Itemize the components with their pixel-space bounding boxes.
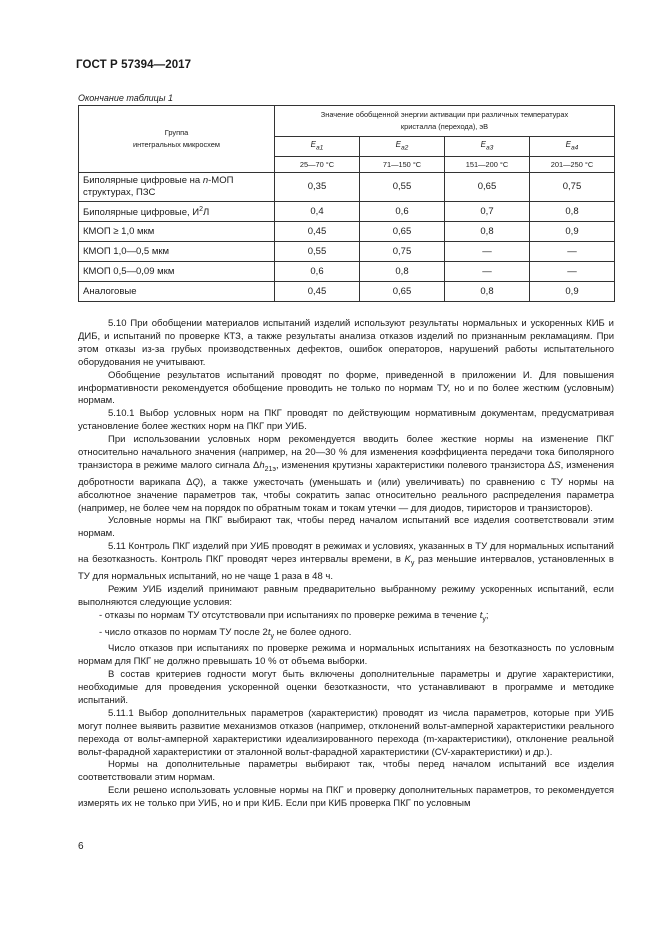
paragraph: 5.10 При обобщении материалов испытаний изделий используют результаты нормальных и ускоренных КИБ и ДИБ, и испытаний по проверке КТЗ, а также результаты анализа отказов изделий по признанным рекламациям. При этом отказы из-за грубых производственных дефектов, ошибок операторов, нарушений работы испытательного оборудования не учитывают. bbox=[78, 318, 614, 368]
cell-value: 0,6 bbox=[360, 202, 445, 222]
table-row bbox=[79, 173, 615, 202]
cell-value: 0,9 bbox=[530, 222, 615, 242]
cell-value: 0,6 bbox=[275, 262, 360, 282]
row-label: Биполярные цифровые на n-МОП структурах, ПЗС bbox=[79, 173, 275, 202]
paragraph: Нормы на дополнительные параметры выбирают так, чтобы перед началом испытаний все изделия соответствовали этим нормам. bbox=[78, 759, 614, 784]
paragraph: Условные нормы на ПКГ выбирают так, чтобы перед началом испытаний все изделия соответствовали этим нормам. bbox=[78, 515, 614, 540]
row-label: КМОП 0,5—0,09 мкм bbox=[79, 262, 275, 282]
row-label: Аналоговые bbox=[79, 282, 275, 302]
paragraph: 5.10.1 Выбор условных норм на ПКГ проводят по действующим нормативным документам, предусматривая установление более жестких норм на ПКГ при УИБ. bbox=[78, 408, 614, 433]
range-2: 71—150 °С bbox=[360, 157, 445, 173]
cell-value: 0,65 bbox=[445, 173, 530, 202]
group-header-line-2: интегральных микросхем bbox=[132, 140, 220, 149]
page-number: 6 bbox=[78, 841, 84, 852]
energy-column-header bbox=[275, 106, 615, 137]
cell-value: 0,7 bbox=[445, 202, 530, 222]
cell-value: 0,65 bbox=[360, 222, 445, 242]
paragraph: Обобщение результатов испытаний проводят по форме, приведенной в приложении И. Для повышения информативности рекомендуется обобщение проводить не только по нормам ТУ, но и по более жестким (условным) нормам. bbox=[78, 369, 614, 407]
symbol-ea4: $E_{a4}$ bbox=[530, 137, 615, 157]
document-header: ГОСТ Р 57394—2017 bbox=[76, 59, 192, 71]
row-label: КМОП 1,0—0,5 мкм bbox=[79, 242, 275, 262]
energy-header-line-2: кристалла (перехода), эВ bbox=[400, 122, 489, 131]
table-row bbox=[79, 222, 615, 242]
body-text bbox=[78, 318, 614, 811]
cell-value: 0,8 bbox=[360, 262, 445, 282]
row-label: Биполярные цифровые, $И^2Л$ bbox=[79, 202, 275, 222]
group-column-header bbox=[79, 106, 275, 173]
list-item: - отказы по нормам ТУ отсутствовали при испытаниях по проверке режима в течение $t_у$; bbox=[99, 609, 489, 623]
energy-header-line-1: Значение обобщенной энергии активации при различных температурах bbox=[320, 110, 569, 119]
table-caption: Окончание таблицы 1 bbox=[78, 93, 173, 103]
list-item: - число отказов по нормам ТУ после $2t_у$ не более одного. bbox=[99, 626, 352, 640]
cell-value: 0,8 bbox=[445, 222, 530, 242]
table-row bbox=[79, 262, 615, 282]
cell-value: 0,75 bbox=[360, 242, 445, 262]
range-4: 201—250 °С bbox=[530, 157, 615, 173]
cell-value: 0,55 bbox=[360, 173, 445, 202]
paragraph: Если решено использовать условные нормы на ПКГ и проверку дополнительных параметров, то рекомендуется измерять их не только при УИБ, но и при КИБ. Если при КИБ проверка ПКГ по условным bbox=[78, 785, 614, 810]
group-header-line-1: Группа bbox=[164, 128, 189, 137]
table-row bbox=[79, 282, 615, 302]
cell-value: 0,35 bbox=[275, 173, 360, 202]
symbol-ea2: $E_{a2}$ bbox=[360, 137, 445, 157]
paragraph: 5.11.1 Выбор дополнительных параметров (характеристик) проводят из числа параметров, которые при УИБ могут полнее выявить развитие механизмов отказов (например, отклонений вольт-амперной характеристики реального перехода от вольт-амперной характеристики идеализированного перехода (m-характеристики), отклонение реальной вольт-фарадной характеристики от эталонной вольт-фарадной характеристики (CV-характеристики) и др.). bbox=[78, 707, 614, 758]
activation-energy-table bbox=[78, 105, 615, 302]
table-row bbox=[79, 242, 615, 262]
cell-value: 0,65 bbox=[360, 282, 445, 302]
row-label: КМОП ≥ 1,0 мкм bbox=[79, 222, 275, 242]
cell-value: 0,45 bbox=[275, 282, 360, 302]
paragraph: В состав критериев годности могут быть включены дополнительные параметры и другие характеристики, необходимые для проведения ускоренной оценки безотказности, что устанавливают в программе и методике испытаний. bbox=[78, 669, 614, 706]
cell-value: — bbox=[445, 242, 530, 262]
cell-value: 0,75 bbox=[530, 173, 615, 202]
cell-value: 0,8 bbox=[445, 282, 530, 302]
table-row bbox=[79, 202, 615, 222]
symbol-ea1: $E_{a1}$ bbox=[275, 137, 360, 157]
cell-value: 0,8 bbox=[530, 202, 615, 222]
paragraph: 5.11 Контроль ПКГ изделий при УИБ проводят в режимах и условиях, указанных в ТУ для нормальных испытаний на безотказность. Контроль ПКГ проводят через интервалы времени, в $K_у$ раз меньшие интервалов, установленных в ТУ для нормальных испытаний, но не чаще 1 раза в 48 ч. bbox=[78, 541, 614, 582]
range-1: 25—70 °С bbox=[275, 157, 360, 173]
cell-value: — bbox=[530, 262, 615, 282]
cell-value: — bbox=[445, 262, 530, 282]
cell-value: 0,4 bbox=[275, 202, 360, 222]
paragraph: Режим УИБ изделий принимают равным предварительно выбранному режиму ускоренных испытаний, если выполняются следующие условия: bbox=[78, 583, 614, 608]
cell-value: 0,55 bbox=[275, 242, 360, 262]
paragraph: Число отказов при испытаниях по проверке режима и нормальных испытаниях на безотказность по условным нормам для ПКГ не должно превышать 10 % от объема выборки. bbox=[78, 643, 614, 668]
cell-value: 0,9 bbox=[530, 282, 615, 302]
paragraph: При использовании условных норм рекомендуется вводить более жесткие нормы на изменение ПКГ относительно начального значения (например, на 20—30 % для изменения коэффициента передачи тока биполярного транзистора в режиме малого сигнала $\Delta h_{21э}$, изменения крутизны характеристики полевого транзистора ΔS, изменения добротности варикапа ΔQ), а также ужесточать (уменьшать и (или) увеличивать) по сравнению с ТУ нормы на абсолютное значение параметров так, чтобы сократить запас относительно реального распределения параметра (например, не более чем на порядок по обратным токам и токам утечки — для диодов, тиристоров и транзисторов). bbox=[78, 434, 614, 514]
cell-value: 0,45 bbox=[275, 222, 360, 242]
cell-value: — bbox=[530, 242, 615, 262]
range-3: 151—200 °С bbox=[445, 157, 530, 173]
symbol-ea3: $E_{a3}$ bbox=[445, 137, 530, 157]
